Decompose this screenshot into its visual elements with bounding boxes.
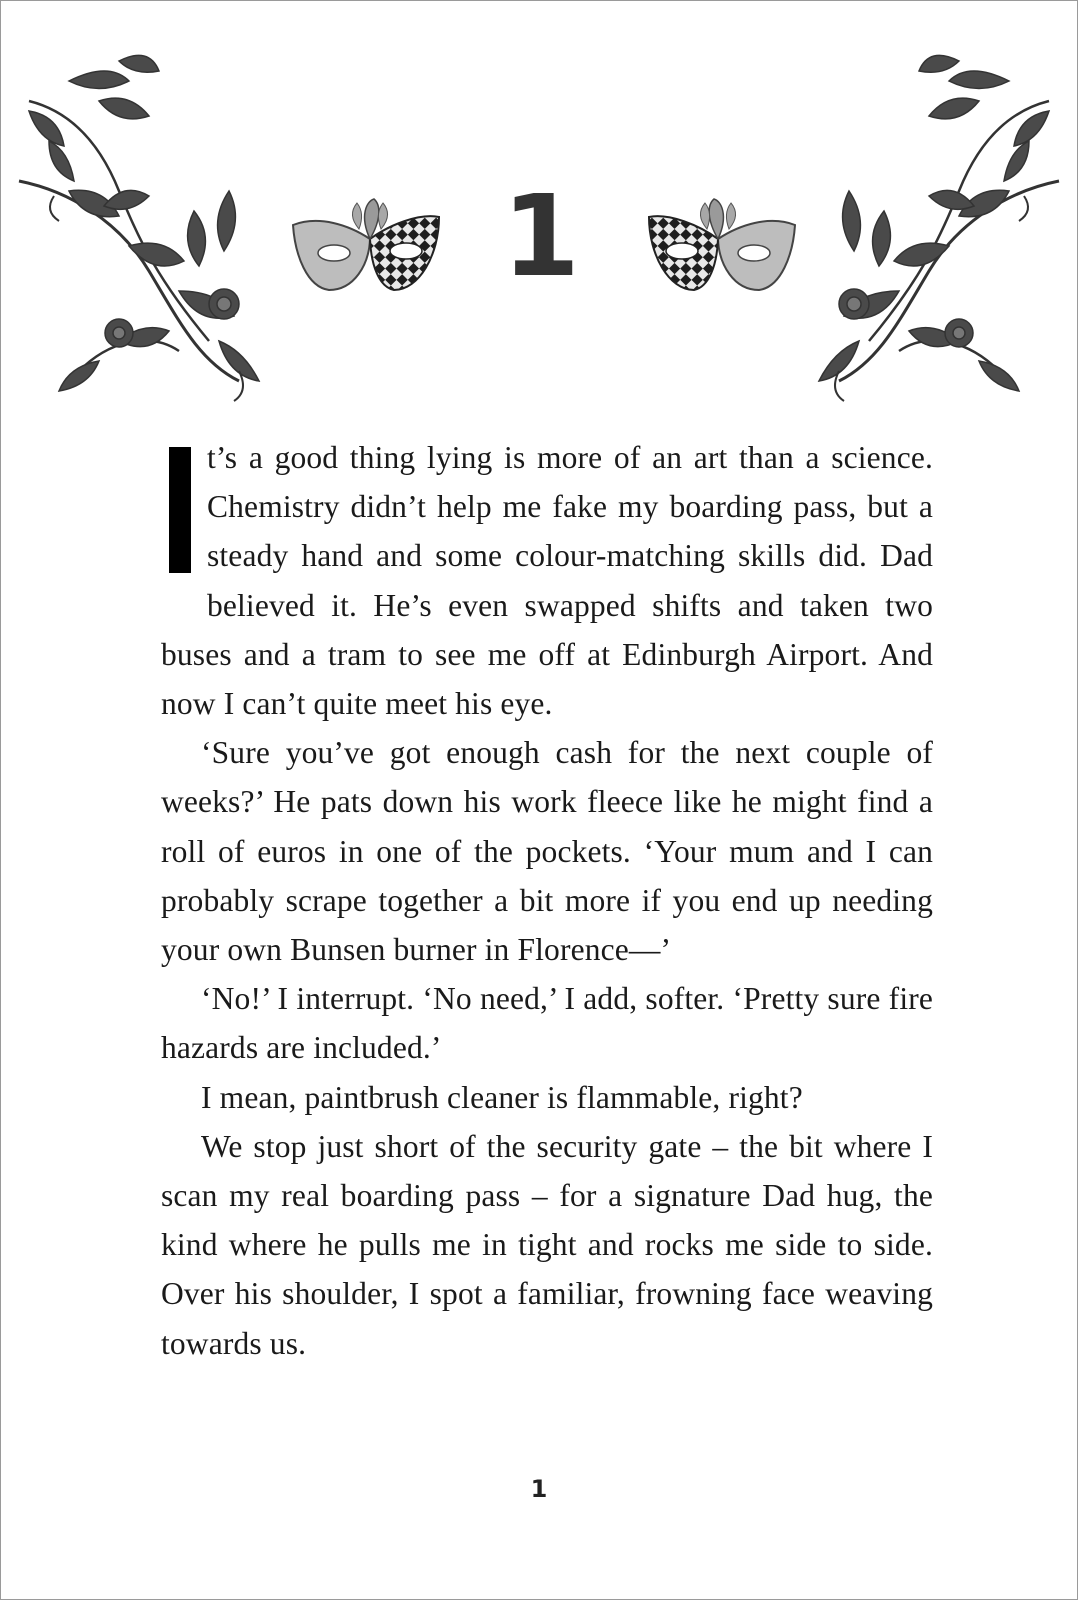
chapter-number: 1 (502, 172, 576, 302)
paragraph: ‘No!’ I interrupt. ‘No need,’ I add, softer. ‘Pretty sure fire hazards are included.’ (161, 981, 933, 1066)
drop-cap-container (161, 447, 207, 585)
paragraph: ‘Sure you’ve got enough cash for the next couple of weeks?’ He pats down his work fleece like he might find a roll of euros in one of the pockets. ‘Your mum and I can probably scrape together a bit more if you end up needing your own Bunsen burner in Florence—’ (161, 735, 933, 968)
paragraph: We stop just short of the security gate – the bit where I scan my real boarding pass – for a signature Dad hug, the kind where he pulls me in tight and rocks me side to side. Over his shoulder, I spot a familiar, frowning face weaving towards us. (161, 1128, 933, 1361)
paragraph-text: t’s a good thing lying is more of an art than a science. Chemistry didn’t help me fake my boarding pass, but a steady hand and some colour-matching skills did. Dad believed it. He’s even swapped shifts and taken two buses and a tram to see me off at Edinburgh Airport. And now I can’t quite meet his eye. (161, 440, 933, 722)
paragraph: I mean, paintbrush cleaner is flammable, right? (201, 1079, 803, 1115)
drop-cap (169, 447, 191, 573)
chapter-body (161, 433, 933, 1368)
venetian-mask-icon (637, 195, 799, 301)
paragraph-opening (161, 433, 933, 728)
page-number: 1 (530, 1475, 548, 1503)
